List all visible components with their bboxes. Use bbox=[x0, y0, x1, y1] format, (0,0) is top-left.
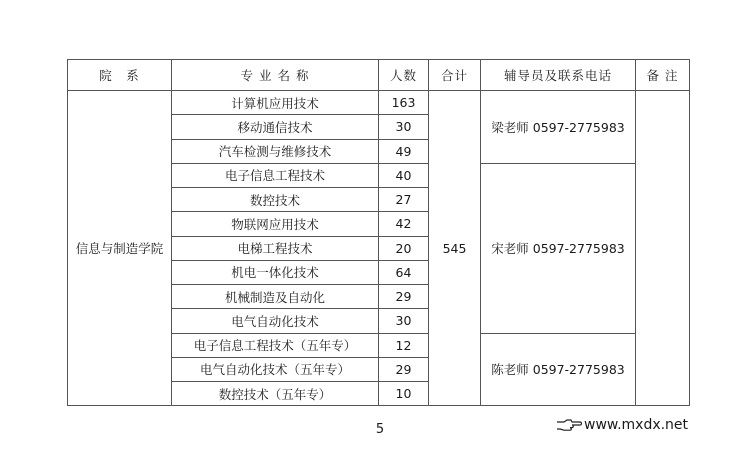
contact-cell: 梁老师 0597-2775983 bbox=[481, 91, 636, 164]
college-cell: 信息与制造学院 bbox=[68, 91, 172, 406]
major-cell: 移动通信技术 bbox=[172, 115, 379, 139]
header-remark: 备 注 bbox=[636, 60, 690, 91]
major-cell: 物联网应用技术 bbox=[172, 212, 379, 236]
major-cell: 电梯工程技术 bbox=[172, 236, 379, 260]
website-text: www.mxdx.net bbox=[584, 417, 689, 433]
count-cell: 49 bbox=[379, 139, 429, 163]
header-total: 合计 bbox=[429, 60, 481, 91]
contact-cell: 陈老师 0597-2775983 bbox=[481, 333, 636, 406]
count-cell: 20 bbox=[379, 236, 429, 260]
major-cell: 电气自动化技术 bbox=[172, 309, 379, 333]
count-cell: 10 bbox=[379, 382, 429, 406]
major-cell: 汽车检测与维修技术 bbox=[172, 139, 379, 163]
table-row bbox=[68, 91, 690, 115]
count-cell: 27 bbox=[379, 188, 429, 212]
remark-cell bbox=[636, 91, 690, 406]
enrollment-table bbox=[67, 59, 690, 406]
major-cell: 电子信息工程技术（五年专） bbox=[172, 333, 379, 357]
major-cell: 计算机应用技术 bbox=[172, 91, 379, 115]
header-count: 人数 bbox=[379, 60, 429, 91]
count-cell: 163 bbox=[379, 91, 429, 115]
major-cell: 电子信息工程技术 bbox=[172, 163, 379, 187]
major-cell: 数控技术（五年专） bbox=[172, 382, 379, 406]
count-cell: 29 bbox=[379, 357, 429, 381]
header-contact: 辅导员及联系电话 bbox=[481, 60, 636, 91]
count-cell: 30 bbox=[379, 115, 429, 139]
total-cell: 545 bbox=[429, 91, 481, 406]
contact-cell: 宋老师 0597-2775983 bbox=[481, 163, 636, 333]
count-cell: 29 bbox=[379, 285, 429, 309]
count-cell: 12 bbox=[379, 333, 429, 357]
header-major: 专 业 名 称 bbox=[172, 60, 379, 91]
table-header-row bbox=[68, 60, 690, 91]
major-cell: 数控技术 bbox=[172, 188, 379, 212]
count-cell: 40 bbox=[379, 163, 429, 187]
pointing-hand-icon bbox=[556, 418, 584, 432]
page-number: 5 bbox=[375, 422, 385, 437]
footer-website-link[interactable] bbox=[556, 417, 688, 433]
major-cell: 机械制造及自动化 bbox=[172, 285, 379, 309]
header-college: 院 系 bbox=[68, 60, 172, 91]
major-cell: 电气自动化技术（五年专） bbox=[172, 357, 379, 381]
count-cell: 64 bbox=[379, 260, 429, 284]
count-cell: 30 bbox=[379, 309, 429, 333]
major-cell: 机电一体化技术 bbox=[172, 260, 379, 284]
count-cell: 42 bbox=[379, 212, 429, 236]
